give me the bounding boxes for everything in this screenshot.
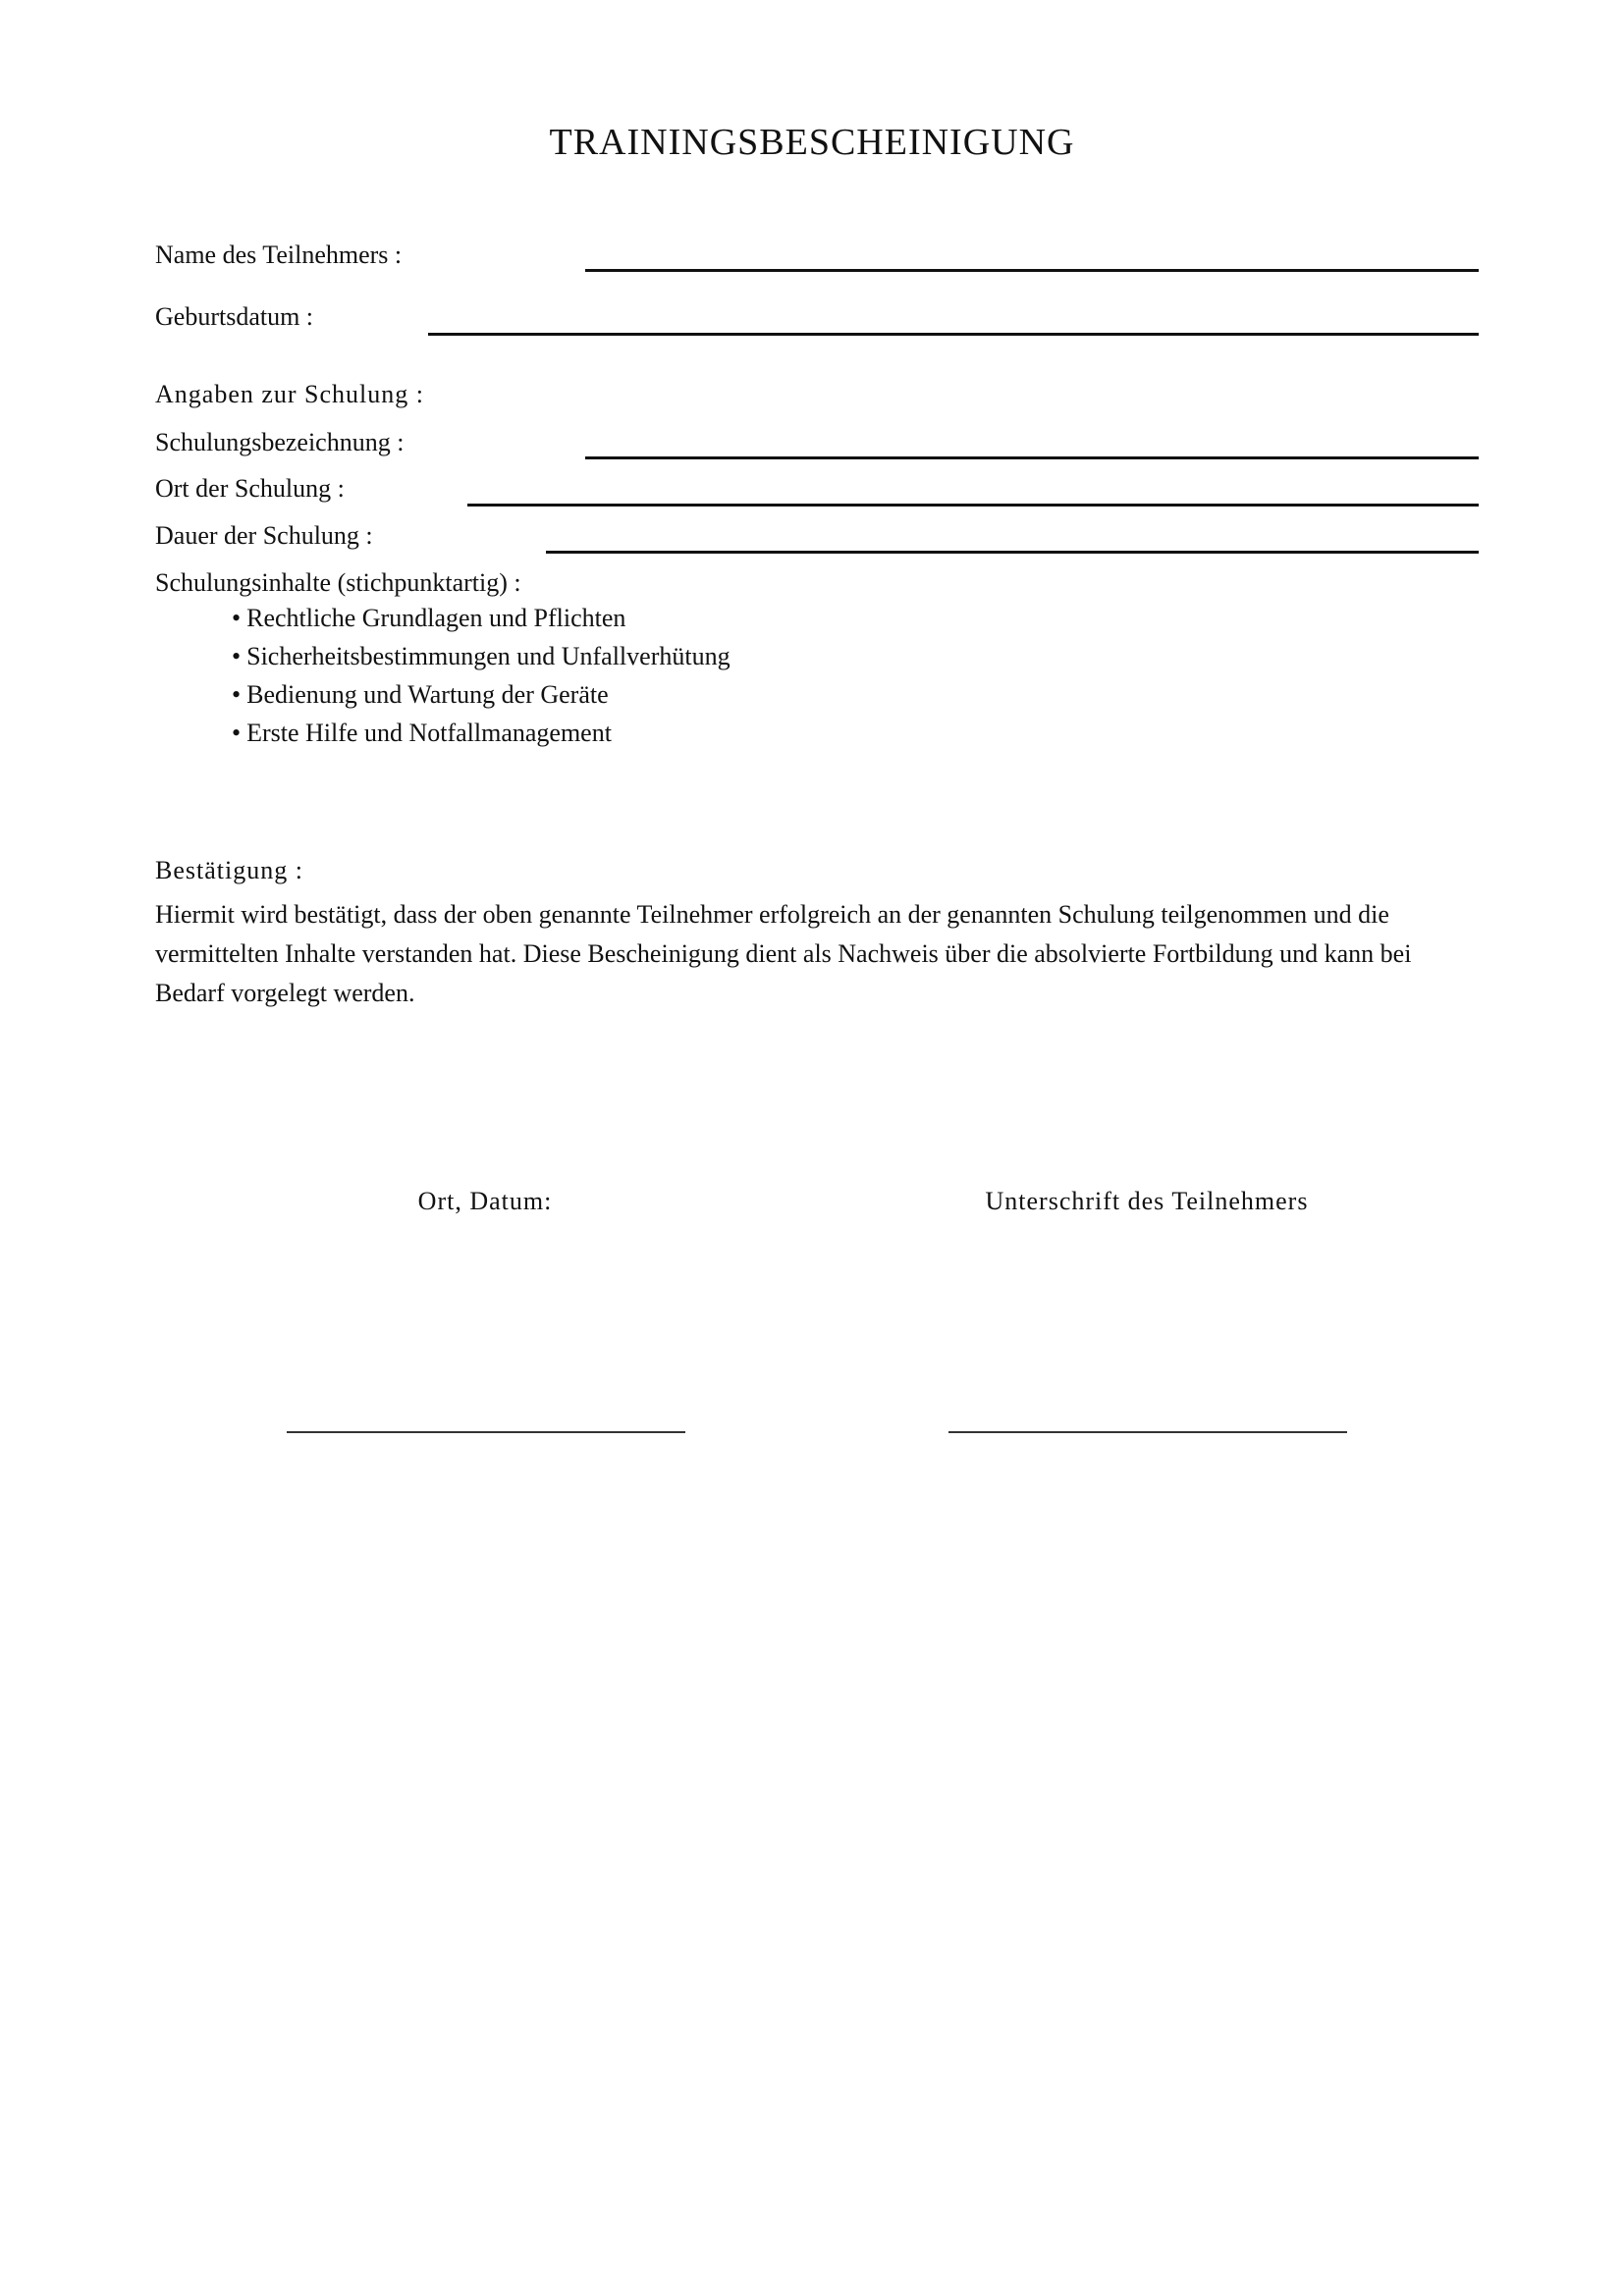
list-item bbox=[232, 599, 731, 637]
place-date-label: Ort, Datum: bbox=[417, 1187, 553, 1215]
participant-name-line[interactable] bbox=[585, 269, 1479, 272]
training-contents-label: Schulungsinhalte (stichpunktartig) : bbox=[155, 568, 521, 597]
document-title: TRAININGSBESCHEINIGUNG bbox=[549, 122, 1075, 163]
training-duration-line[interactable] bbox=[546, 551, 1479, 554]
training-name-line[interactable] bbox=[585, 456, 1479, 459]
bullet-icon: • bbox=[232, 642, 242, 670]
list-item bbox=[232, 675, 731, 714]
training-location-line[interactable] bbox=[467, 504, 1479, 507]
place-date-signature-line[interactable] bbox=[287, 1431, 685, 1433]
list-item bbox=[232, 714, 731, 752]
participant-signature-line[interactable] bbox=[948, 1431, 1347, 1433]
training-section-heading: Angaben zur Schulung : bbox=[155, 380, 425, 408]
participant-name-label: Name des Teilnehmers : bbox=[155, 240, 403, 269]
training-name-label: Schulungsbezeichnung : bbox=[155, 428, 405, 456]
list-item-text: Rechtliche Grundlagen und Pflichten bbox=[246, 604, 626, 632]
bullet-icon: • bbox=[232, 604, 242, 632]
list-item bbox=[232, 637, 731, 675]
list-item-text: Sicherheitsbestimmungen und Unfallverhütung bbox=[246, 642, 731, 670]
birth-date-label: Geburtsdatum : bbox=[155, 302, 314, 331]
training-location-label: Ort der Schulung : bbox=[155, 474, 345, 503]
confirmation-text: Hiermit wird bestätigt, dass der oben genannte Teilnehmer erfolgreich an der genannten Schulung teilgenommen und die vermittelten Inhalte verstanden hat. Diese Bescheinigung dient als Nachweis über die absolvierte Fortbildung und kann bei Bedarf vorgelegt werden. bbox=[155, 900, 1412, 1007]
birth-date-line[interactable] bbox=[428, 333, 1479, 336]
participant-signature-label: Unterschrift des Teilnehmers bbox=[985, 1187, 1309, 1215]
list-item-text: Bedienung und Wartung der Geräte bbox=[246, 680, 609, 709]
confirmation-heading: Bestätigung : bbox=[155, 856, 303, 884]
bullet-icon: • bbox=[232, 719, 242, 747]
training-duration-label: Dauer der Schulung : bbox=[155, 521, 373, 550]
bullet-icon: • bbox=[232, 680, 242, 709]
training-contents-list bbox=[232, 599, 731, 752]
list-item-text: Erste Hilfe und Notfallmanagement bbox=[246, 719, 612, 747]
